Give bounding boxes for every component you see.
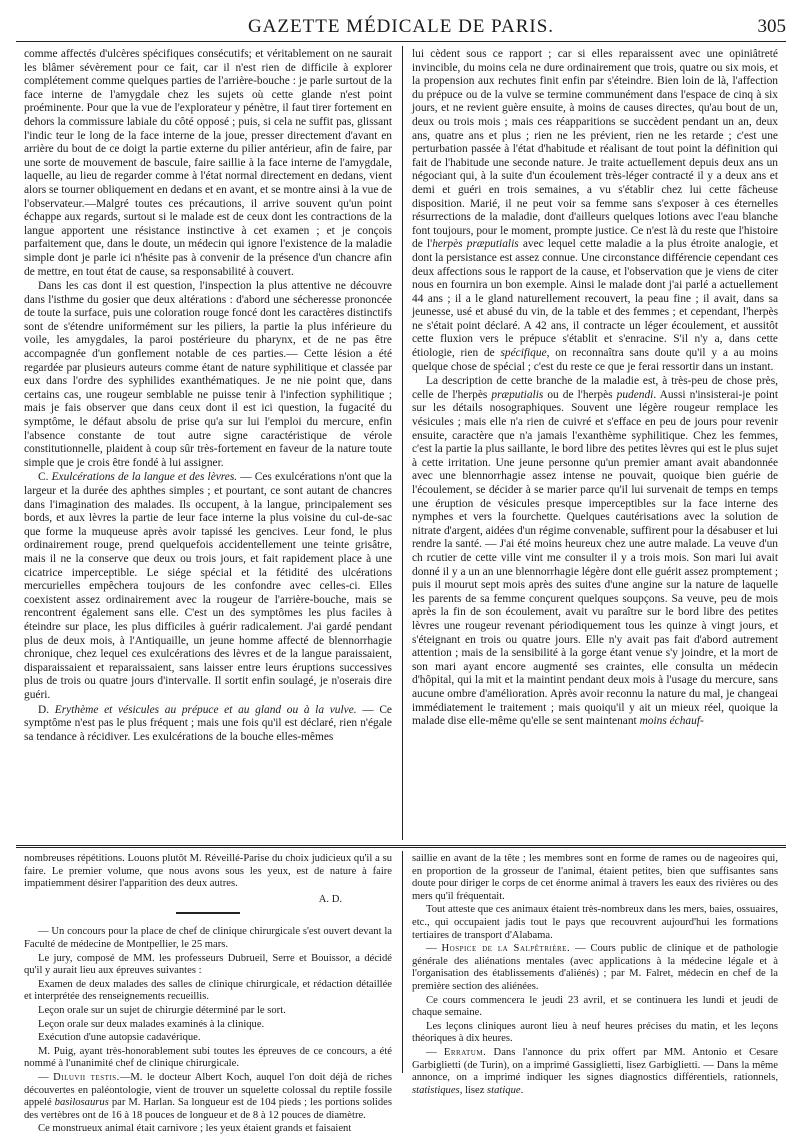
paragraph: Leçon orale sur un sujet de chirurgie déterminé par le sort. [38, 1004, 286, 1016]
paragraph: — Un concours pour la place de chef de clinique chirurgicale s'est ouvert devant la Faculté de médecine de Montpellier, le 25 mars. [24, 926, 392, 950]
text-run: ou de l'herpès [543, 388, 617, 401]
text-run: . [520, 1084, 524, 1096]
column-divider [402, 851, 403, 1073]
text-run: — Cours public de clinique et de pathologie générale des aliénations mentales (avec applications à la médecine légale et à l'organisation des établissements d'aliénés) ; par M. Falret, médecin en chef de la première section des aliénées. [412, 943, 778, 992]
section-c-label: C. [38, 471, 49, 484]
paragraph: Tout atteste que ces animaux étaient très-nombreux dans les mers, baies, ossuaires, etc., qui occupaient jadis tout le pays que recouvrent aujourd'hui les formations tertiaires de transport d'Alabama. [412, 904, 778, 941]
hospice-title: Hospice de la Salpêtrière. [441, 943, 571, 955]
italic-term: moins échauf- [639, 715, 704, 728]
paragraph: Exécution d'une autopsie cadavérique. [38, 1032, 201, 1044]
paragraph: Leçon orale sur deux malades examinés à la clinique. [38, 1018, 265, 1030]
paragraph: — Diluvii testis.—M. le docteur Albert Koch, auquel l'on doit déjà de riches découvertes en paléontologie, vient de trouver un squelette colossal du reptile fossile appelé basilosaurus par M. Harlan. Sa longueur est de 104 pieds ; les portions solides des vertèbres ont de 16 à 18 pouces de longueur et de 8 à 12 pouces de diamètre. [24, 1071, 392, 1121]
header-rule [16, 41, 786, 42]
paragraph: — Erratum. Dans l'annonce du prix offert par MM. Antonio et Cesare Garbiglietti (de Turin), on a imprimé Gassiglietti, lisez Garbiglietti. — Dans la même annonce, on a imprimé indiquer les signes diagnostics différentiels, rationnels, statistiques, lisez statique. [412, 1046, 778, 1096]
italic-term: statistiques [412, 1084, 460, 1096]
diluvii-title: Diluvii testis. [53, 1071, 120, 1083]
text-run: Dans l'annonce du prix offert par MM. Antonio et Cesare Garbiglietti (de Turin), on a imprimé Gassiglietti, lisez Garbiglietti. — Dans la même annonce, on a imprimé indiquer les signes diagnostics différentiels, rationnels, [412, 1046, 778, 1084]
section-rule [16, 845, 786, 848]
paragraph: comme affectés d'ulcères spécifiques consécutifs; et véritablement on ne saurait les blâmer sévèrement pour ce fait, car il n'est rien de difficile à explorer complétement comme quelques parties de l'arrière-bouche : je parle surtout de la face interne de l'amygdale chez les sujets où cette glande n'est point proéminente. Pour que la vue de l'explorateur y pénètre, il faut tirer fortement en dehors la commissure labiale du côté opposé ; puis, si cela ne suffit pas, glissant l'indic teur le long de la face interne de la joue, presser directement d'avant en arrière du bout de ce doigt la partie externe du pilier antérieur, afin de faire, par une sorte de mouvement de bascule, faire saillie à la face interne de l'amygdale, laquelle, au lieu de regarder comme à l'état normal directement en dedans, vient alors se tourner obliquement en dedans et en avant, et se montre ainsi à la vue de l'observateur.—Malgré toutes ces précautions, il arrive souvent qu'un point échappe aux regards, surtout si le malade est de ceux dont les contractions de la langue apportent une résistance instinctive à cet examen ; et je conçois parfaitement que, dans le doute, un médecin qui ignore l'existence de la maladie simple dont je parle ici n'hésite pas à convenir de la présence d'un chancre afin de mettre, en tout état de cause, sa responsabilité à couvert. [24, 48, 392, 278]
top-right-column [412, 48, 778, 840]
signature: A. D. [318, 893, 342, 905]
paragraph: M. Puig, ayant très-honorablement subi toutes les épreuves de ce concours, a été nommé à l'unanimité chef de clinique chirurgicale. [24, 1045, 392, 1070]
italic-term: statique [487, 1084, 521, 1096]
paragraph: saillie en avant de la tête ; les membres sont en forme de rames ou de nageoires qui, en proportion de la grosseur de l'animal, étaient petites, bien que suffisantes sans doute pour diriger le corps de cet énorme animal à travers les eaux des rivières ou des mers qu'il fréquentait. [412, 853, 778, 902]
page-header [16, 14, 786, 38]
text-run: . Aussi n'insisterai-je point sur les détails nosographiques. Souvent une légère rougeur remplace les vésicules ; mais elle n'a rien de cuivré et s'efface en peu de jours pour revenir ensuite, caractère que n'a jamais l'exanthème syphilitique. Chez les femmes, c'est la partie la plus saillante, le bord libre des petites lèvres qui est le plus sujet à cette irritation. Une jeune personne qu'un premier amant avait abandonnée avec une blennorrhagie assez intense ne pouvait, quoique bien guérie de l'écoulement, se décider à se marier parce qu'il lui survenait de temps en temps une éruption de vésicules presque imperceptibles sur la face interne des nymphes et vers la fourchette. Quelques cautérisations avec la solution de nitrate d'argent, aidées d'un régime convenable, suffirent pour la désabuser et lui rendre la santé. — J'ai été moins heureux chez une autre malade. La veuve d'un ch rcutier de cette ville vint me consulter il y a trois mois. Son mari lui avait donné il y a un an une blennorrhagie légère dont elle guérit assez promptement ; puis il mourut sept mois après des suites d'une angine sur la nature de laquelle les parents de sa femme conçurent quelques soupçons. Sa veuve, peu de mois après la fin de son écoulement, avait vu paraître sur le bord libre des petites lèvres une rougeur revenant périodiquement tous les quinze à vingt jours, et s'éteignant en trois ou quatre jours. Elle n'y avait pas fait d'abord autrement attention ; mais de la sensibilité à la gorge étant venue s'y joindre, et la mort de son mari ayant encore augmenté ses craintes, elle consulta un médecin d'hôpital, qui la mit et la maintint pendant deux mois à l'usage du mercure, sans aucune ombre d'amélioration. Après avoir reconnu la nature du mal, je changeai immédiatement le traitement ; mais quoiqu'il y ait un mieux réel, quoique la malade dise elle-même qu'elle se sent maintenant [412, 388, 778, 728]
erratum-title: Erratum. [443, 1046, 487, 1058]
text-run: , lisez [459, 1084, 488, 1096]
section-d-label: D. [38, 703, 50, 716]
paragraph [412, 375, 778, 728]
italic-term: spécifique [500, 347, 547, 360]
section-d-paragraph [24, 704, 392, 745]
paragraph: — Hospice de la Salpêtrière. — Cours public de clinique et de pathologie générale des aliénations mentales (avec applications à la médecine légale et à l'organisation des établissements d'aliénés) ; par M. Falret, médecin en chef de la première section des aliénées. [412, 943, 778, 992]
bottom-left-column [24, 853, 392, 1135]
section-d-text: — Ce symptôme n'est pas le plus fréquent ; mais une fois qu'il est déclaré, rien n'égale sa tendance à récidiver. Les exulcérations de la bouche elles-mêmes [24, 703, 392, 743]
journal-title: GAZETTE MÉDICALE DE PARIS. [247, 16, 555, 37]
top-left-column [24, 48, 392, 840]
section-d-title: Erythème et vésicules au prépuce et au gland ou à la vulve. [54, 703, 357, 716]
page-number: 305 [757, 16, 786, 37]
column-divider [402, 46, 403, 840]
bottom-right-column [412, 853, 778, 1096]
separator-rule [176, 912, 240, 914]
italic-term: herpès præputialis [432, 238, 519, 251]
paragraph: Ce monstrueux animal était carnivore ; les yeux étaient grands et faisaient [38, 1123, 352, 1135]
text-run: , on reconnaîtra sans doute qu'il y a au moins quelque chose de spécial ; c'est du reste ce que je ferai ressortir dans un instant. [412, 347, 778, 373]
paragraph: Ce cours commencera le jeudi 23 avril, et se continuera les lundi et jeudi de chaque semaine. [412, 994, 778, 1019]
text-run: avec lequel cette maladie a la plus étroite analogie, et dont la persistance est assez connue. Une circonstance différencie cependant ces deux affections sous le rapport de la cause, et l'observation que je viens de citer nous en fournira un bon exemple. Ainsi le malade dont j'ai parlé a actuellement 44 ans ; il a le gland naturellement recouvert, la peau fine ; il avait, dans sa jeunesse, usé et abusé du vin, de la table et des femmes ; et cependant, l'herpès ne s'était point déclaré. A 42 ans, il contracte un léger écoulement, et aussitôt cette fluxion vers le prépuce s'établit et s'enracine. S'il n'y a, dans cette étiologie, rien de [412, 238, 778, 360]
paragraph: nombreuses répétitions. Louons plutôt M. Réveillé-Parise du choix judicieux qu'il a su faire. Le premier volume, que nous avons sous les yeux, est de nature à faire impatiemment désirer l'apparition des deux autres. [24, 853, 392, 890]
section-c-text: — Ces exulcérations n'ont que la largeur et la durée des aphthes simples ; et pourtant, ce sont autant de chancres dans l'imagination des malades. Ils occupent, à la langue, principalement ses bords, et aux lèvres la partie de leur face interne la plus voisine du cul-de-sac que forme la muqueuse après avoir tapissé les gencives. Leur fond, le plus ordinairement rouge, prend quelquefois accidentellement une teinte grisâtre, mais il ne la conserve que deux ou trois jours, et fait rapidement place à une cicatrice imperceptible. Le siége spécial et la fétidité des ulcérations mercurielles empêchera toujours de les confondre avec celles-ci. Elles coexistent assez ordinairement avec la rougeur de l'arrière-bouche, mais se rencontrent également sans elle. C'est un des symptômes les plus faciles à éteindre sur place, les plus difficiles à guérir radicalement. J'ai gardé pendant plus de deux mois, à l'Antiquaille, un jeune homme affecté de blennorrhagie chronique, chez lequel ces exulcérations des lèvres et de la langue paraissaient, disparaissaient et reparaissaient, sans laisser entre leurs éruptions successives plus de trois ou quatre jours d'intervalle. Il sortit enfin soulagé, je n'oserais dire guéri. [24, 471, 392, 701]
text-run: lui cèdent sous ce rapport ; car si elles reparaissent avec une opiniâtreté invincible, du moins cela ne dure ordinairement que trois, quatre ou six mois, et la propension aux rechutes finit enfin par s'éteindre. Bien loin de là, l'affection du prépuce ou de la vulve se termine communément dans l'espace de cinq à six jours, et ne revient guère ensuite, à moins de causes directes, qu'au bout de un, deux ou trois mois ; mais ces réapparitions se succèdent pendant un an, deux ans, quatre ans et plus ; rien ne les prévient, rien ne les retarde ; c'est une perturbation passée à l'état d'habitude et réalisant de tout point la définition qui fait de l'habitude une seconde nature. Je traite actuellement depuis deux ans un négociant qui, à la suite d'un écoulement très-léger contracté il y a deux ans et demi et guéri en trois semaines, a vu s'établir chez lui cette fâcheuse disposition. Marié, il ne peut voir sa femme sans s'exposer à ces éternelles résurrections de la maladie, dont d'ailleurs quelques lotions avec l'eau blanche font toujours, pour le moment, prompte justice. Ce n'est là du reste que l'histoire de l' [412, 48, 778, 251]
paragraph: Dans les cas dont il est question, l'inspection la plus attentive ne découvre dans l'isthme du gosier que deux altérations : d'abord une sécheresse prononcée de toute la surface, puis une coloration rouge foncé dont les caractères distinctifs sont de s'étendre uniformément sur les piliers, la partie la plus inférieure du voile, les amygdales, la paroi postérieure du pharynx, et de ne pas être accompagnée d'un gonflement notable de ces parties.— Cette lésion a été regardée par plusieurs auteurs comme étant de nature syphilitique et classée par eux dans l'ordre des syphilides exanthématiques. Je ne nie point que, dans certains cas, une rougeur semblable ne puisse tenir à l'infection syphilitique ; mais je fais observer que dans ceux dont il est ici question, la fugacité du symptôme, le défaut absolu de prise qu'a sur lui l'emploi du mercure, enfin l'absence constante de tout autre signe caractéristique de vérole constitutionnelle, plaident à coup sûr très-fortement en faveur de la nature toute simple que je crois être fondé à lui assigner. [24, 280, 392, 469]
section-c-paragraph [24, 471, 392, 702]
text-run: La description de cette branche de la maladie est, à très-peu de chose près, celle de l'herpès [412, 375, 778, 401]
paragraph: Les leçons cliniques auront lieu à neuf heures précises du matin, et les leçons théoriques à dix heures. [412, 1020, 778, 1045]
paragraph: Le jury, composé de MM. les professeurs Dubrueil, Serre et Bouissor, a décidé qu'il y aurait lieu aux épreuves suivantes : [24, 952, 392, 977]
italic-term: basilosaurus [54, 1097, 109, 1109]
section-c-title: Exulcérations de la langue et des lèvres. [51, 471, 238, 484]
paragraph [412, 48, 778, 374]
text-run: —M. le docteur Albert Koch, auquel l'on doit déjà de riches découvertes en paléontologie, vient de trouver un squelette colossal du reptile fossile appelé [24, 1071, 392, 1109]
italic-term: præputialis [491, 388, 544, 401]
text-run: par M. Harlan. Sa longueur est de 104 pieds ; les portions solides des vertèbres ont de 16 à 18 pouces de longueur et de 8 à 12 pouces de diamètre. [24, 1097, 392, 1121]
italic-term: pudendi [616, 388, 654, 401]
paragraph: Examen de deux malades des salles de clinique chirurgicale, et rédaction détaillée et interprétée des renseignements recueillis. [24, 978, 392, 1003]
